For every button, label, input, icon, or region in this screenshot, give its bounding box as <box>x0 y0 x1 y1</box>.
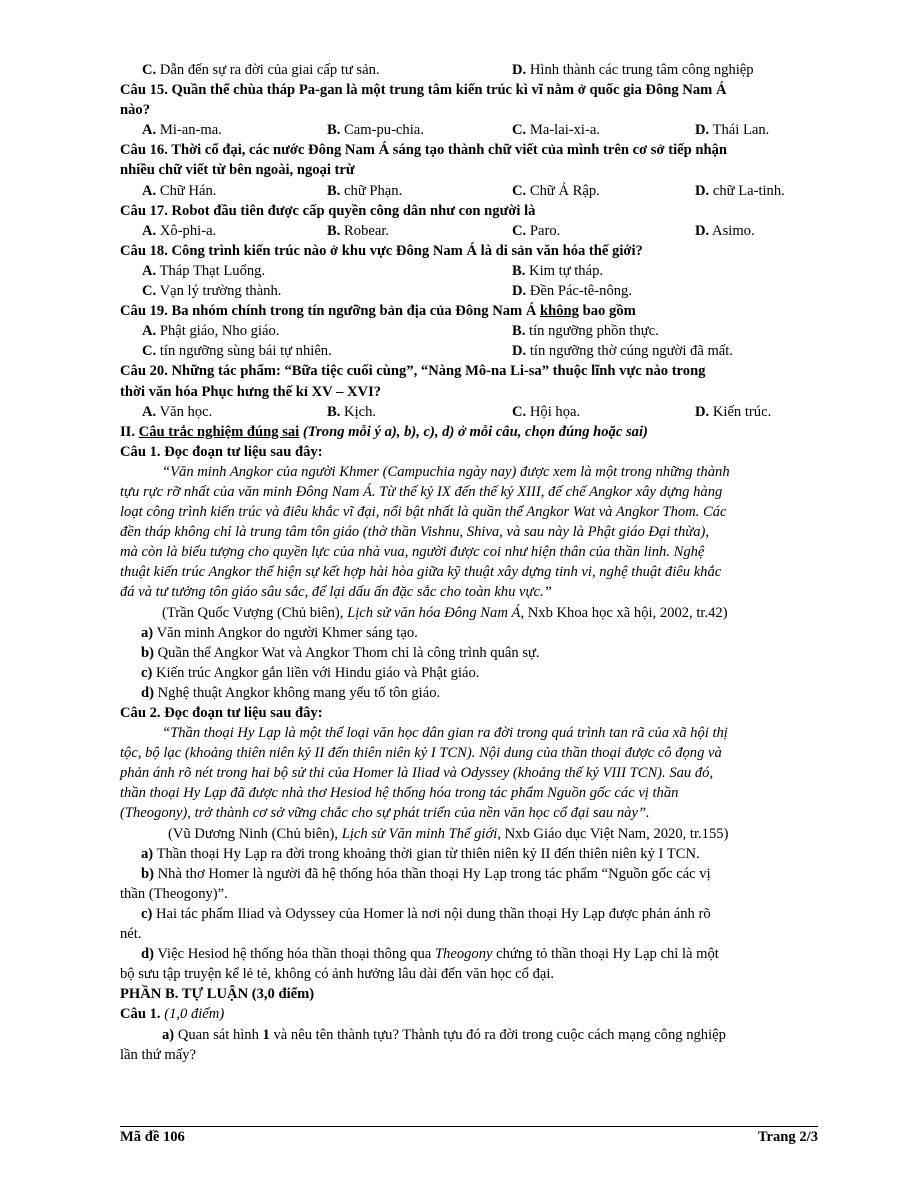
question-17 <box>120 201 818 241</box>
option-c: C. Paro. <box>512 222 561 239</box>
part-heading: PHẦN B. TỰ LUẬN (3,0 điểm) <box>120 986 315 1003</box>
tf-question-2 <box>120 703 818 984</box>
option-row <box>120 402 818 422</box>
question-stem: Câu 18. Công trình kiến trúc nào ở khu vực Đông Nam Á là di sản văn hóa thế giới? <box>120 242 643 259</box>
question-stem: Câu 15. Quần thể chùa tháp Pa-gan là một trung tâm kiến trúc kì vĩ nằm ở quốc gia Đông Nam Á <box>120 82 727 99</box>
option-b: B. tín ngưỡng phồn thực. <box>512 323 659 340</box>
option-a: A. Mi-an-ma. <box>142 122 222 139</box>
option-c: C. Dẫn đến sự ra đời của giai cấp tư sản. <box>142 62 380 78</box>
emphasis-underlined: không <box>540 303 579 320</box>
statement-b: b) Nhà thơ Homer là người đã hệ thống hóa thần thoại Hy Lạp trong tác phẩm “Nguồn gốc các vị <box>141 865 711 882</box>
source-citation: (Vũ Dương Ninh (Chủ biên), Lịch sử Văn minh Thế giới, Nxb Giáo dục Việt Nam, 2020, tr.155) <box>168 825 729 842</box>
source-passage <box>120 462 818 603</box>
option-c: C. Chữ Ả Rập. <box>512 182 600 199</box>
statement-d-cont: bộ sưu tập truyện kể lẻ tẻ, không có ảnh hưởng lâu dài đến văn học cổ đại. <box>120 966 555 983</box>
question-stem-cont: nhiều chữ viết từ bên ngoài, ngoại trừ <box>120 162 355 179</box>
question-stem-cont: thời văn hóa Phục hưng thế kỉ XV – XVI? <box>120 383 382 400</box>
tf-question-1 <box>120 442 818 703</box>
question-stem-cont: nào? <box>120 102 151 119</box>
exam-page <box>120 60 818 1175</box>
question-18 <box>120 241 818 301</box>
passage-line: mà còn là biểu tượng cho quyền lực của nhà vua, người được coi như hiện thân của thần linh. Nghệ <box>120 544 705 561</box>
page-footer <box>120 1126 818 1146</box>
statement-c-cont: nét. <box>120 926 142 943</box>
option-row <box>120 321 818 341</box>
statement-c: c) Kiến trúc Angkor gắn liền với Hindu giáo và Phật giáo. <box>141 664 480 681</box>
option-a: A. Văn học. <box>142 403 213 420</box>
question-heading: Câu 1. Đọc đoạn tư liệu sau đây: <box>120 443 323 460</box>
statement-b: b) Quần thể Angkor Wat và Angkor Thom chỉ là công trình quân sự. <box>141 644 540 661</box>
passage-line: (Theogony), trở thành cơ sở vững chắc cho sự phát triển của nền văn học cổ đại sau này”. <box>120 805 650 822</box>
option-a: A. Chữ Hán. <box>142 182 217 199</box>
option-c: C. Ma-lai-xi-a. <box>512 122 600 139</box>
question-stem: Câu 16. Thời cổ đại, các nước Đông Nam Á sáng tạo thành chữ viết của mình trên cơ sở tiếp nhận <box>120 142 728 159</box>
essay-question-1: Câu 1. (1,0 điểm) <box>120 1006 225 1023</box>
question-15 <box>120 80 818 140</box>
passage-line: thần thoại Hy Lạp đã được nhà thơ Hesiod hệ thống hóa trong tác phẩm Nguồn gốc các vị thần <box>120 785 679 802</box>
option-d: D. Thái Lan. <box>695 122 770 139</box>
statement-b-cont: thần (Theogony)”. <box>120 885 228 902</box>
option-a: A. Tháp Thạt Luổng. <box>142 262 266 279</box>
option-row <box>120 120 818 140</box>
section-heading: II. Câu trắc nghiệm đúng sai (Trong mỗi ý a), b), c), d) ở mỗi câu, chọn đúng hoặc sai) <box>120 423 648 440</box>
passage-line: “Văn minh Angkor của người Khmer (Campuchia ngày nay) được xem là một trong những thành <box>162 463 730 480</box>
option-b: B. Kịch. <box>327 403 377 420</box>
option-a: A. Xô-phi-a. <box>142 222 217 239</box>
question-stem: Câu 19. Ba nhóm chính trong tín ngưỡng bản địa của Đông Nam Á không bao gồm <box>120 303 636 320</box>
passage-line: đá và tư tưởng tôn giáo sâu sắc, để lại dấu ấn đặc sắc cho toàn khu vực.” <box>120 584 552 601</box>
question-19 <box>120 301 818 361</box>
passage-line: phản ánh rõ nét trong hai bộ sử thi của Homer là Iliad và Odyssey (khoảng thế kỷ VIII TCN). Sau đó, <box>120 765 714 782</box>
option-c: C. Vạn lý trường thành. <box>142 283 282 300</box>
passage-line: “Thần thoại Hy Lạp là một thể loại văn học dân gian ra đời trong quá trình tan rã của xã hội thị <box>162 725 728 742</box>
option-d: D. Hình thành các trung tâm công nghiệp <box>512 62 754 78</box>
statement-a: a) Văn minh Angkor do người Khmer sáng tạo. <box>141 624 418 641</box>
passage-line: đền tháp không chỉ là trung tâm tôn giáo (thờ thần Vishnu, Shiva, và sau này là Phật giáo Đại thừa), <box>120 524 710 541</box>
option-b: B. Cam-pu-chia. <box>327 122 424 139</box>
source-passage <box>120 723 818 823</box>
question-stem: Câu 20. Những tác phẩm: “Bữa tiệc cuối cùng”, “Nàng Mô-na Li-sa” thuộc lĩnh vực nào trong <box>120 363 706 380</box>
passage-line: loạt công trình kiến trúc và điêu khắc vĩ đại, nổi bật nhất là quần thể Angkor Wat và Angkor Thom. Các <box>120 504 727 521</box>
passage-line: tựu rực rỡ nhất của văn minh Đông Nam Á. Từ thế kỷ IX đến thế kỷ XIII, đế chế Angkor xây dựng hàng <box>120 483 723 500</box>
statement-c: c) Hai tác phẩm Iliad và Odyssey của Homer là nơi nội dung thần thoại Hy Lạp được phản ánh rõ <box>141 905 711 922</box>
question-16 <box>120 140 818 200</box>
exam-code: Mã đề 106 <box>120 1129 185 1145</box>
option-d: D. Kiến trúc. <box>695 403 772 420</box>
option-row <box>120 281 818 301</box>
statement-d: d) Việc Hesiod hệ thống hóa thần thoại thông qua Theogony chứng tỏ thần thoại Hy Lạp chỉ là một <box>141 946 719 963</box>
option-d: D. Asimo. <box>695 222 755 239</box>
option-a: A. Phật giáo, Nho giáo. <box>142 323 280 340</box>
option-row-carryover <box>120 60 818 80</box>
passage-line: thuật kiến trúc Angkor thể hiện sự kết hợp hài hòa giữa kỹ thuật xây dựng tinh vi, nghệ thuật điêu khắc <box>120 564 722 581</box>
option-row <box>120 261 818 281</box>
part-b <box>120 984 818 1064</box>
option-d: D. chữ La-tinh. <box>695 182 785 199</box>
option-row <box>120 341 818 361</box>
page-number: Trang 2/3 <box>757 1129 818 1145</box>
option-row <box>120 181 818 201</box>
essay-subquestion-a-cont: lần thứ mấy? <box>120 1046 196 1063</box>
statement-d: d) Nghệ thuật Angkor không mang yếu tố tôn giáo. <box>141 684 441 701</box>
passage-line: tộc, bộ lạc (khoảng thiên niên kỷ II đến thiên niên kỷ I TCN). Nội dung của thần thoại được cô đọng và <box>120 745 722 762</box>
question-20 <box>120 361 818 421</box>
statement-a: a) Thần thoại Hy Lạp ra đời trong khoảng thời gian từ thiên niên kỷ II đến thiên niên kỷ I TCN. <box>141 845 700 862</box>
option-d: D. tín ngưỡng thờ cúng người đã mất. <box>512 343 733 360</box>
option-c: C. tín ngưỡng sùng bái tự nhiên. <box>142 343 332 360</box>
question-stem: Câu 17. Robot đầu tiên được cấp quyền công dân như con người là <box>120 202 536 219</box>
option-row <box>120 221 818 241</box>
essay-subquestion-a: a) Quan sát hình 1 và nêu tên thành tựu? Thành tựu đó ra đời trong cuộc cách mạng công nghiệp <box>162 1026 726 1043</box>
question-heading: Câu 2. Đọc đoạn tư liệu sau đây: <box>120 705 323 721</box>
option-b: B. Robear. <box>327 222 390 239</box>
source-citation: (Trần Quốc Vượng (Chủ biên), Lịch sử văn hóa Đông Nam Á, Nxb Khoa học xã hội, 2002, tr.42) <box>162 604 728 621</box>
option-b: B. Kim tự tháp. <box>512 262 604 279</box>
option-b: B. chữ Phạn. <box>327 182 403 199</box>
option-d: D. Đền Pác-tê-nông. <box>512 283 632 300</box>
option-c: C. Hội họa. <box>512 403 581 420</box>
